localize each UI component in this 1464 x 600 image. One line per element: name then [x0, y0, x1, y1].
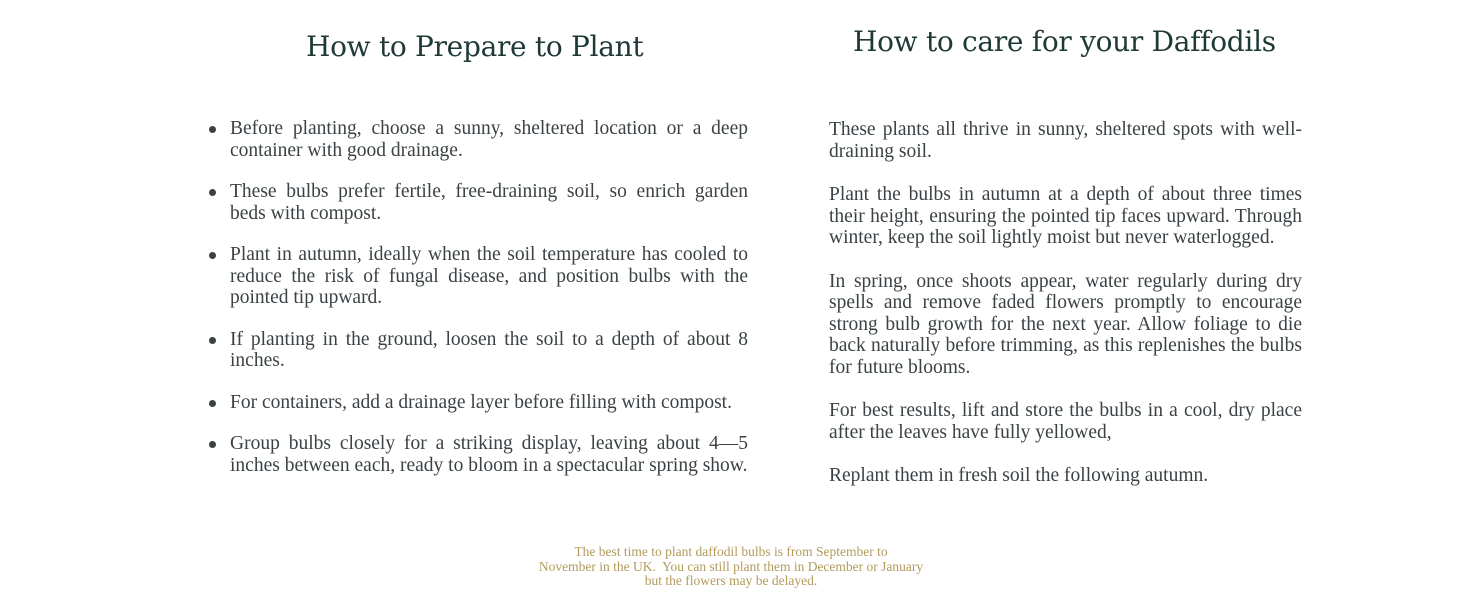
prepare-list [208, 118, 748, 476]
list-item [208, 118, 748, 161]
list-item-text: Before planting, choose a sunny, sheltered location or a deep container with good drainage. [230, 118, 748, 161]
list-item-text: Plant in autumn, ideally when the soil temperature has cooled to reduce the risk of fungal disease, and position bulbs with the pointed tip upward. [230, 244, 748, 308]
care-paragraph: These plants all thrive in sunny, sheltered spots with well-draining soil. [829, 119, 1302, 162]
list-item [208, 392, 748, 414]
list-item-text: Group bulbs closely for a striking display, leaving about 4—5 inches between each, ready to bloom in a spectacular spring show. [230, 433, 748, 476]
bullet-icon [209, 189, 216, 196]
list-item-text: For containers, add a drainage layer before filling with compost. [230, 391, 732, 413]
bullet-icon [209, 400, 216, 407]
prepare-title: How to Prepare to Plant [306, 30, 644, 63]
note-line: The best time to plant daffodil bulbs is from September to [574, 544, 888, 559]
note-line: but the flowers may be delayed. [644, 573, 818, 588]
bullet-icon [209, 337, 216, 344]
bullet-icon [209, 441, 216, 448]
list-item [208, 329, 748, 372]
bullet-icon [209, 252, 216, 259]
list-item [208, 244, 748, 309]
prepare-section [208, 118, 748, 496]
care-section [829, 119, 1302, 509]
care-paragraph: For best results, lift and store the bulbs in a cool, dry place after the leaves have fully yellowed, [829, 400, 1302, 443]
list-item [208, 181, 748, 224]
care-paragraph: Plant the bulbs in autumn at a depth of about three times their height, ensuring the pointed tip faces upward. Through winter, keep the soil lightly moist but never waterlogged. [829, 184, 1302, 248]
care-title: How to care for your Daffodils [853, 25, 1276, 58]
care-paragraph: In spring, once shoots appear, water regularly during dry spells and remove faded flowers promptly to encourage strong bulb growth for the next year. Allow foliage to die back naturally before trimming, as this replenishes the bulbs for future blooms. [829, 270, 1302, 378]
list-item-text: These bulbs prefer fertile, free-draining soil, so enrich garden beds with compost. [230, 181, 748, 224]
care-paragraph: Replant them in fresh soil the following autumn. [829, 465, 1209, 486]
list-item [208, 433, 748, 476]
bullet-icon [209, 126, 216, 133]
list-item-text: If planting in the ground, loosen the soil to a depth of about 8 inches. [230, 328, 748, 371]
note-line: November in the UK. You can still plant them in December or January [538, 558, 924, 574]
planting-time-note [500, 545, 962, 589]
